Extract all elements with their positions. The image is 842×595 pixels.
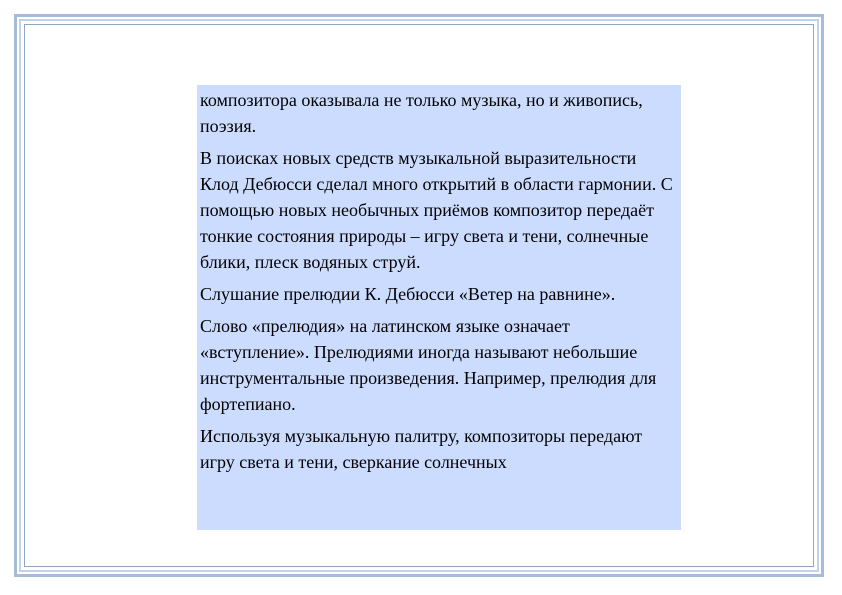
paragraph: Слушание прелюдии К. Дебюсси «Ветер на равнине». — [200, 284, 616, 304]
text-block — [197, 85, 681, 530]
paragraph: В поисках новых средств музыкальной выразительности Клод Дебюсси сделал много открытий в области гармонии. С помощью новых необычных приёмов композитор передаёт тонкие состояния природы – игру света и тени, солнечные блики, плеск водяных струй. — [200, 148, 673, 272]
paragraph: композитора оказывала не только музыка, но и живопись, поэзия. — [200, 90, 643, 136]
paragraph: Слово «прелюдия» на латинском языке означает «вступление». Прелюдиями иногда называют небольшие инструментальные произведения. Например, прелюдия для фортепиано. — [200, 316, 657, 414]
paragraph: Используя музыкальную палитру, композиторы передают игру света и тени, сверкание солнечных — [200, 426, 643, 472]
